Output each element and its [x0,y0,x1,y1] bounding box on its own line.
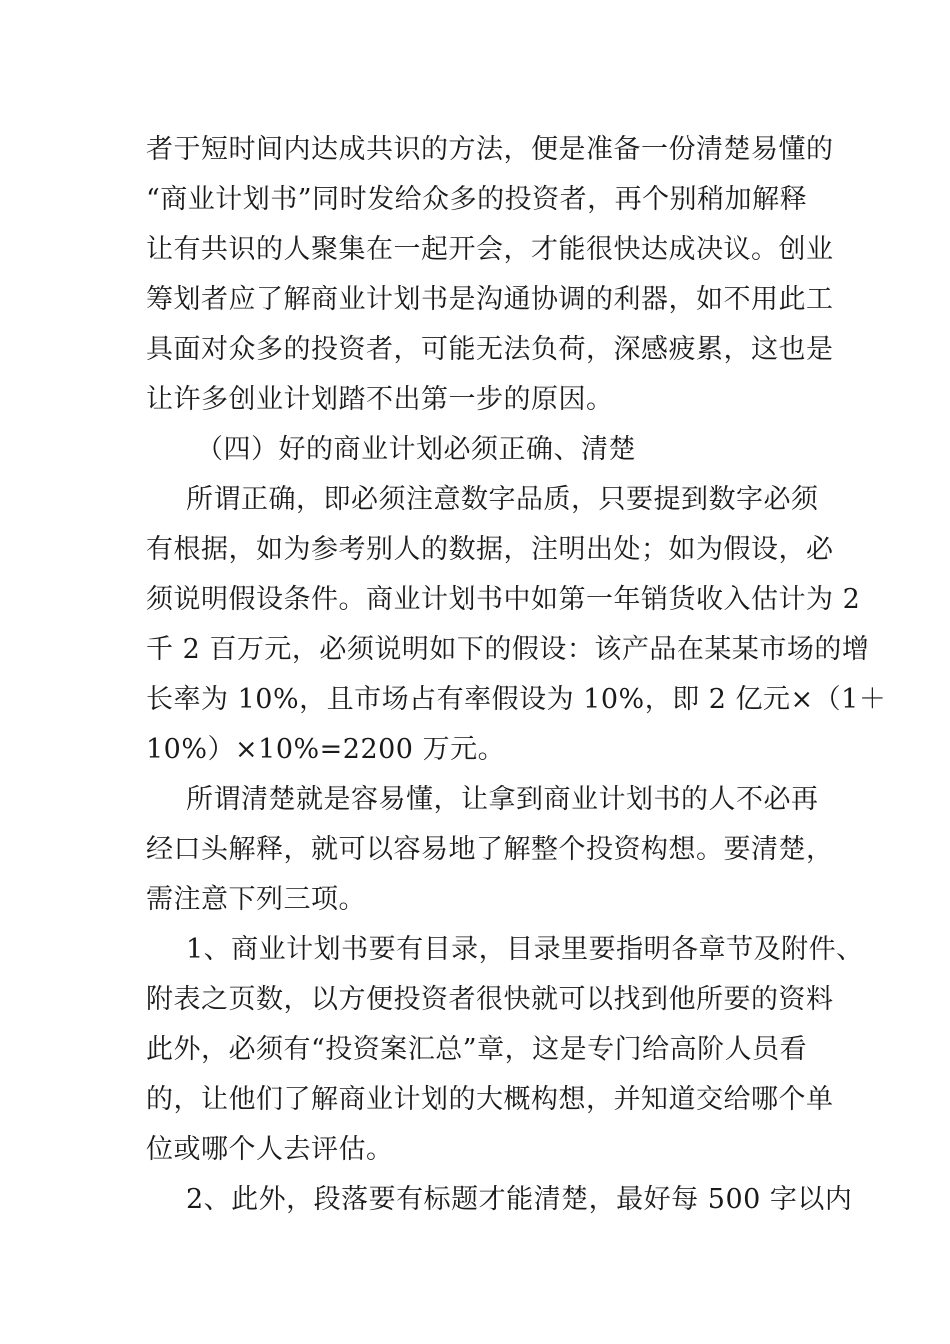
text-line: 具面对众多的投资者，可能无法负荷，深感疲累，这也是 [146,334,834,365]
paragraph-start: 所谓正确，即必须注意数字品质，只要提到数字必须 [186,484,819,515]
paragraph-start: 所谓清楚就是容易懂，让拿到商业计划书的人不必再 [186,784,819,815]
text-line: 让许多创业计划踏不出第一步的原因。 [146,384,614,415]
text-line: 让有共识的人聚集在一起开会，才能很快达成决议。创业 [146,234,834,265]
text-line: 需注意下列三项。 [146,884,366,915]
text-line: 的，让他们了解商业计划的大概构想，并知道交给哪个单 [146,1084,834,1115]
text-line: “商业计划书”同时发给众多的投资者，再个别稍加解释 [146,184,808,215]
text-line: 须说明假设条件。商业计划书中如第一年销货收入估计为 2 [146,584,861,615]
list-item-2: 2、此外，段落要有标题才能清楚，最好每 500 字以内 [186,1184,853,1215]
text-line: 附表之页数，以方便投资者很快就可以找到他所要的资料 [146,984,834,1015]
list-item-1: 1、商业计划书要有目录，目录里要指明各章节及附件、 [186,934,864,965]
text-line: 经口头解释，就可以容易地了解整个投资构想。要清楚， [146,834,834,865]
text-line: 位或哪个人去评估。 [146,1134,394,1165]
text-line: 筹划者应了解商业计划书是沟通协调的利器，如不用此工 [146,284,834,315]
text-line: 10%）×10%=2200 万元。 [146,734,506,765]
text-line: 者于短时间内达成共识的方法，便是准备一份清楚易懂的 [146,134,834,165]
text-line: 千 2 百万元，必须说明如下的假设：该产品在某某市场的增 [146,634,870,665]
text-line: 长率为 10%，且市场占有率假设为 10%，即 2 亿元×（1＋ [146,684,887,715]
text-line: 有根据，如为参考别人的数据，注明出处；如为假设，必 [146,534,834,565]
text-line: 此外，必须有“投资案汇总”章，这是专门给高阶人员看 [146,1034,808,1065]
section-heading: （四）好的商业计划必须正确、清楚 [196,434,636,465]
